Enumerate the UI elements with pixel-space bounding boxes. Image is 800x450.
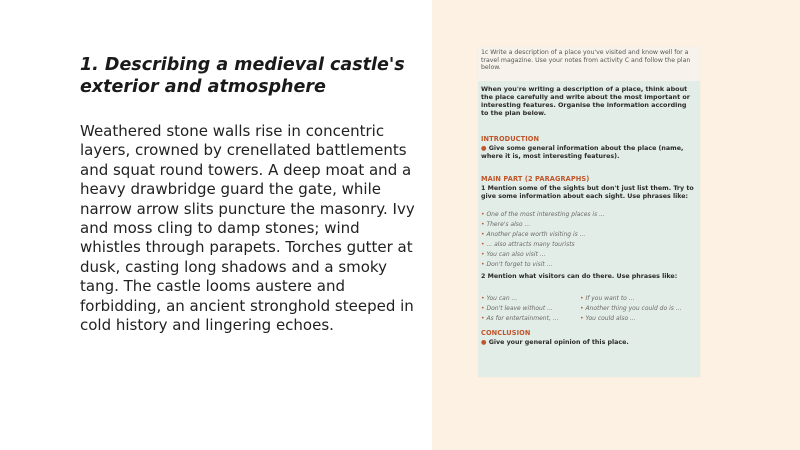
worksheet-task: 1c Write a description of a place you've visited and know well for a travel magazine. Use your notes from activity C and follow the plan below. <box>481 49 691 72</box>
slide-title <box>80 54 410 98</box>
worksheet-phrase <box>580 305 682 313</box>
bullet-icon: • <box>580 315 586 322</box>
worksheet-main-point2: 2 Mention what visitors can do there. Use phrases like: <box>481 273 678 280</box>
bullet-icon: • <box>481 315 487 322</box>
worksheet-phrase <box>481 211 605 219</box>
worksheet-phrase <box>481 315 558 323</box>
bullet-icon: • <box>481 231 487 238</box>
worksheet-phrase <box>481 241 575 249</box>
bullet-icon: ● <box>481 339 489 346</box>
worksheet-introduction-heading: INTRODUCTION <box>481 135 540 143</box>
slide-title-line2: exterior and atmosphere <box>80 77 326 97</box>
worksheet-phrase-text: ... also attracts many tourists <box>486 241 575 248</box>
bullet-icon: ● <box>481 145 489 152</box>
worksheet-phrase-text: Another place worth visiting is ... <box>486 231 586 238</box>
worksheet-main-heading: MAIN PART (2 PARAGRAPHS) <box>481 175 590 183</box>
worksheet-phrase-text: If you want to ... <box>585 295 635 302</box>
slide-title-line1: 1. Describing a medieval castle's <box>80 55 405 75</box>
worksheet-image <box>478 47 700 377</box>
worksheet-phrase-text: Don't leave without ... <box>486 305 553 312</box>
bullet-icon: • <box>481 221 487 228</box>
worksheet-intro: When you're writing a description of a place, think about the place carefully and write about the most important or interesting features. Organise the information according to the plan below. <box>481 85 690 117</box>
bullet-icon: • <box>481 211 487 218</box>
worksheet-main-point1: 1 Mention some of the sights but don't just list them. Try to give some information about each sight. Use phrases like: <box>481 185 694 200</box>
worksheet-conclusion-heading: CONCLUSION <box>481 329 531 337</box>
bullet-icon: • <box>481 305 487 312</box>
worksheet-phrase <box>580 315 636 323</box>
worksheet-phrase-text: Don't forget to visit ... <box>486 261 553 268</box>
worksheet-phrase-text: As for entertainment, ... <box>486 315 559 322</box>
worksheet-phrase <box>481 231 585 239</box>
worksheet-phrase-text: Another thing you could do is ... <box>585 305 682 312</box>
worksheet-phrase <box>481 261 552 269</box>
worksheet-phrase-text: You can also visit ... <box>486 251 546 258</box>
worksheet-phrase-text: One of the most interesting places is ... <box>486 211 605 218</box>
worksheet-phrase <box>481 251 546 259</box>
worksheet-phrase-text: You can ... <box>486 295 518 302</box>
bullet-icon: • <box>580 295 586 302</box>
worksheet-phrase <box>580 295 634 303</box>
worksheet-conclusion-text-label: Give your general opinion of this place. <box>488 339 629 346</box>
worksheet-phrase <box>481 305 553 313</box>
worksheet-phrase <box>481 295 517 303</box>
worksheet-phrase <box>481 221 530 229</box>
bullet-icon: • <box>580 305 586 312</box>
bullet-icon: • <box>481 241 487 248</box>
worksheet-conclusion-text <box>481 339 695 347</box>
bullet-icon: • <box>481 261 487 268</box>
bullet-icon: • <box>481 251 487 258</box>
worksheet-phrase-text: You could also ... <box>585 315 636 322</box>
worksheet-phrase-text: There's also ... <box>486 221 531 228</box>
worksheet-introduction-text <box>481 145 695 161</box>
bullet-icon: • <box>481 295 487 302</box>
slide-body-text: Weathered stone walls rise in concentric layers, crowned by crenellated battlements and squat round towers. A deep moat and a heavy drawbridge guard the gate, while narrow arrow slits puncture the masonry. Ivy and moss cling to damp stones; wind whistles through parapets. Torches gutter at dusk, casting long shadows and a smoky tang. The castle looms austere and forbidding, an ancient stronghold steeped in cold history and lingering echoes. <box>80 122 415 335</box>
worksheet-introduction-text-label: Give some general information about the place (name, where it is, most interesting features). <box>481 145 684 160</box>
